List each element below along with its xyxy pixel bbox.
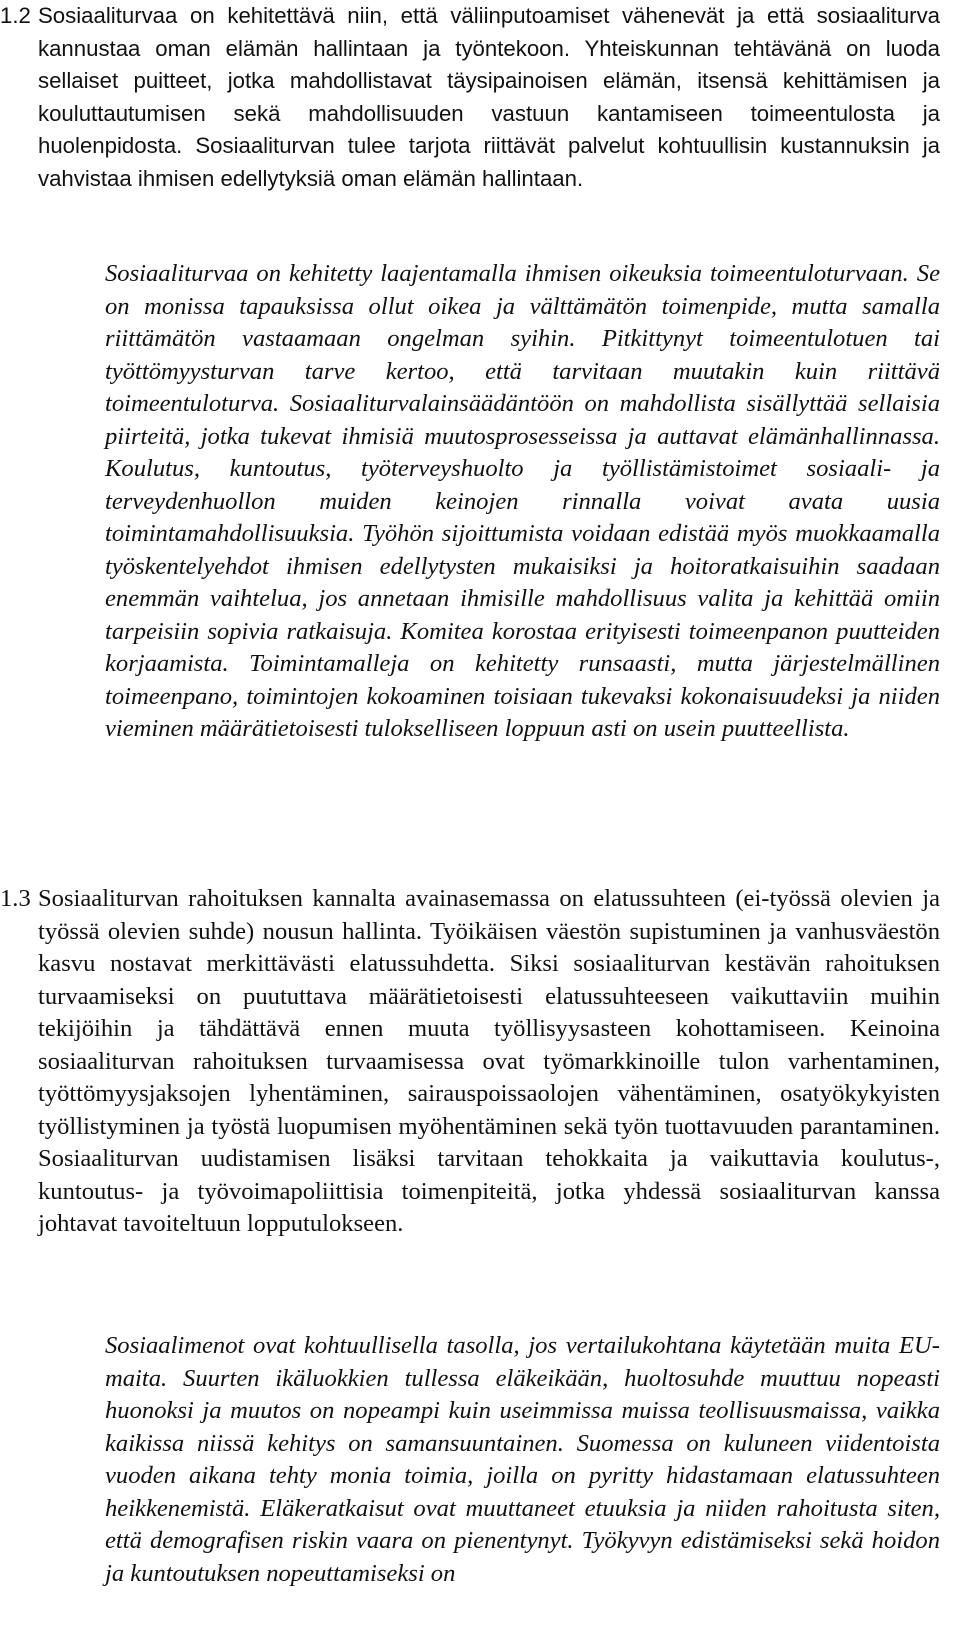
section-1-2 xyxy=(0,0,940,195)
committee-comment-paragraph: Sosiaalimenot ovat kohtuullisella tasolla, jos vertailukohtana käytetään muita EU-maita. Suurten ikäluokkien tullessa eläkeikään, huoltosuhde muuttuu nopeasti huonoksi ja muutos on nopeampi kuin useimmissa muissa teollisuusmaissa, vaikka kaikissa niissä kehitys on samansuuntainen. Suomessa on kuluneen viidentoista vuoden aikana tehty monia toimia, joilla on pyritty hidastamaan elatussuhteen heikkenemistä. Eläkeratkaisut ovat muuttaneet etuuksia ja niiden rahoitusta siten, että demografisen riskin vaara on pienentynyt. Työkyvyn edistämiseksi sekä hoidon ja kuntoutuksen nopeuttamiseksi on xyxy=(105,1332,940,1587)
section-1-3 xyxy=(0,883,940,1241)
section-paragraph: Sosiaaliturvaa on kehitettävä niin, että väliinputoamiset vähenevät ja että sosiaaliturva kannustaa oman elämän hallintaan ja työntekoon. Yhteiskunnan tehtävänä on luoda sellaiset puitteet, jotka mahdollistavat täysipainoisen elämän, itsensä kehittämisen ja kouluttautumisen sekä mahdollisuuden vastuun kantamiseen toimeentulosta ja huolenpidosta. Sosiaaliturvan tulee tarjota riittävät palvelut kohtuullisin kustannuksin ja vahvistaa ihmisen edellytyksiä oman elämän hallintaan. xyxy=(38,3,940,191)
section-number: 1.3 xyxy=(0,885,31,912)
section-paragraph: Sosiaaliturvan rahoituksen kannalta avainasemassa on elatussuhteen (ei-työssä olevien ja työssä olevien suhde) nousun hallinta. Työikäisen väestön supistuminen ja vanhusväestön kasvu nostavat merkittävästi elatussuhdetta. Siksi sosiaaliturvan kestävän rahoituksen turvaamiseksi on puututtava määrätietoisesti elatussuhteeseen vaikuttaviin muihin tekijöihin ja tähdättävä ennen muuta työllisyysasteen kohottamiseen. Keinoina sosiaaliturvan rahoituksen turvaamisessa ovat työmarkkinoille tulon varhentaminen, työttömyysjaksojen lyhentäminen, sairauspoissaolojen vähentäminen, osatyökykyisten työllistyminen ja työstä luopumisen myöhentäminen sekä työn tuottavuuden parantaminen. Sosiaaliturvan uudistamisen lisäksi tarvitaan tehokkaita ja vaikuttavia koulutus-, kuntoutus- ja työvoimapoliittisia toimenpiteitä, jotka yhdessä sosiaaliturvan kanssa johtavat tavoiteltuun lopputulokseen. xyxy=(38,885,940,1237)
section-number: 1.2 xyxy=(0,3,31,28)
committee-comment-paragraph: Sosiaaliturvaa on kehitetty laajentamalla ihmisen oikeuksia toimeentuloturvaan. Se on monissa tapauksissa ollut oikea ja välttämätön toimenpide, mutta samalla riittämätön vastaamaan ongelman syihin. Pitkittynyt toimeentulotuen tai työttömyysturvan tarve kertoo, että tarvitaan muutakin kuin riittävä toimeentuloturva. Sosiaaliturvalainsäädäntöön on mahdollista sisällyttää sellaisia piirteitä, jotka tukevat ihmisiä muutosprosesseissa ja auttavat elämänhallinnassa. Koulutus, kuntoutus, työterveyshuolto ja työllistämistoimet sosiaali- ja terveydenhuollon muiden keinojen rinnalla voivat avata uusia toimintamahdollisuuksia. Työhön sijoittumista voidaan edistää myös muokkaamalla työskentelyehdot ihmisen edellytysten mukaisiksi ja hoitoratkaisuihin saadaan enemmän vaihtelua, jos annetaan ihmisille mahdollisuus valita ja kehittää omiin tarpeisiin sopivia ratkaisuja. Komitea korostaa erityisesti toimeenpanon puutteiden korjaamista. Toimintamalleja on kehitetty runsaasti, mutta järjestelmällinen toimeenpano, toimintojen kokoaminen toisiaan tukevaksi kokonaisuudeksi ja niiden vieminen määrätietoisesti tulokselliseen loppuun asti on usein puutteellista. xyxy=(105,260,940,742)
